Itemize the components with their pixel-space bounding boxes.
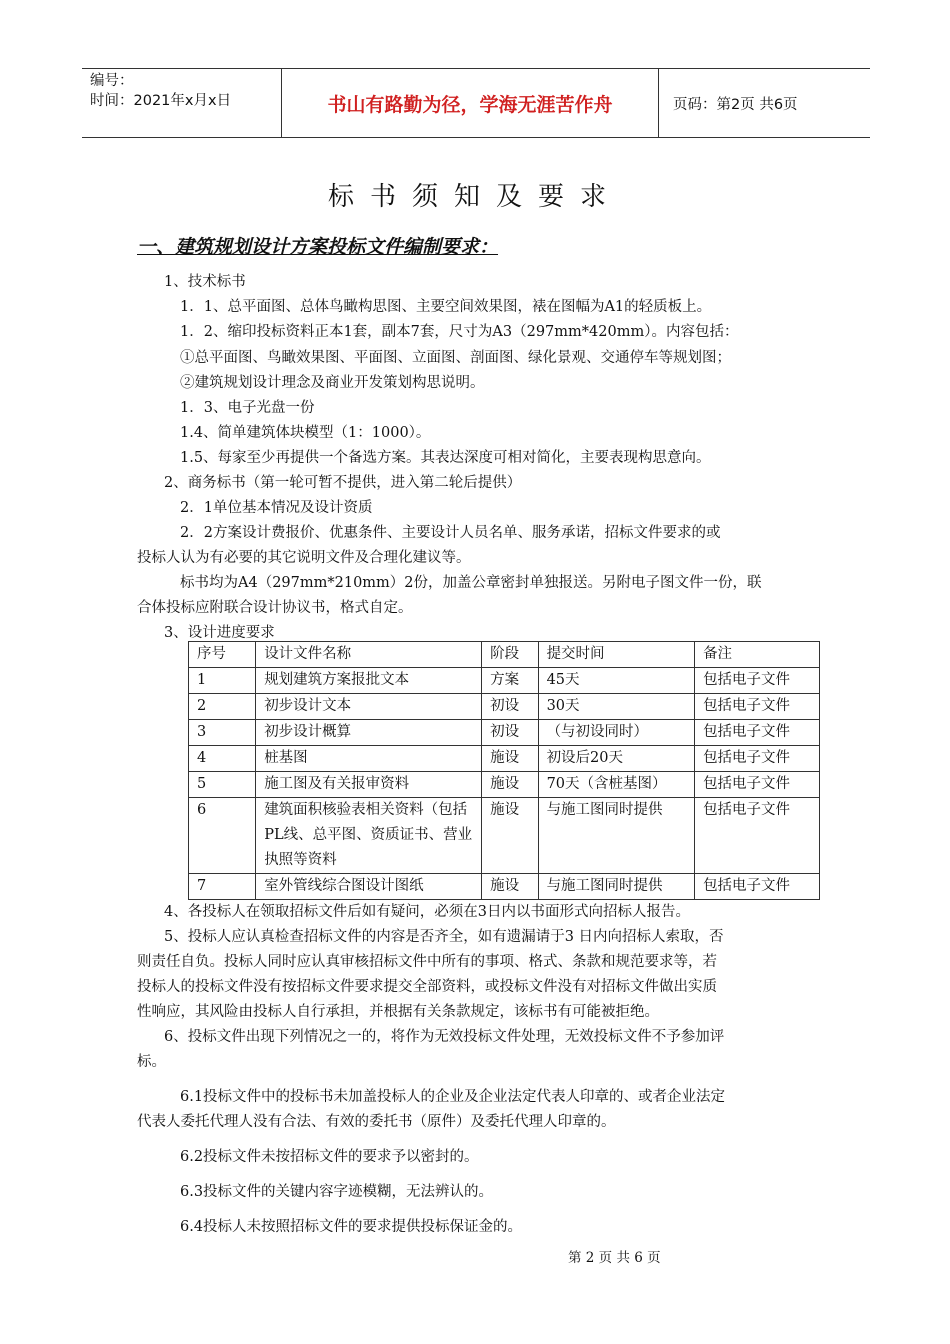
text-line: 1．3、电子光盘一份 [180,400,315,416]
text-line: ①总平面图、鸟瞰效果图、平面图、立面图、剖面图、绿化景观、交通停车等规划图； [180,350,731,366]
table-cell: 方案 [482,668,538,694]
table-header-row [189,642,820,668]
text-line: 6.3投标文件的关键内容字迹模糊，无法辨认的。 [180,1184,494,1200]
table-cell: 6 [189,798,256,874]
text-line: 投标人认为有必要的其它说明文件及合理化建议等。 [137,550,471,566]
table-cell: 7 [189,874,256,900]
table-cell: 包括电子文件 [695,772,820,798]
schedule-table [188,641,820,900]
document-title: 标书须知及要求 [327,182,622,212]
table-cell: （与初设同时） [538,720,695,746]
table-cell: 包括电子文件 [695,694,820,720]
text-line: 1.5、每家至少再提供一个备选方案。其表达深度可相对简化，主要表现构思意向。 [180,450,711,466]
table-cell: 3 [189,720,256,746]
table-cell: 室外管线综合图设计图纸 [256,874,482,900]
table-cell: 建筑面积核验表相关资料（包括PL线、总平图、资质证书、营业执照等资料 [256,798,482,874]
text-line: 6.4投标人未按照招标文件的要求提供投标保证金的。 [180,1219,523,1235]
table-cell: 包括电子文件 [695,746,820,772]
table-cell: 1 [189,668,256,694]
table-row [189,720,820,746]
table-header-cell: 序号 [189,642,256,668]
table-header-cell: 设计文件名称 [256,642,482,668]
table-cell: 初设后20天 [538,746,695,772]
table-header-cell: 阶段 [482,642,538,668]
table-cell: 施工图及有关报审资料 [256,772,482,798]
table-cell: 施设 [482,772,538,798]
number-label: 编号： [90,73,134,89]
motto: 书山有路勤为径，学海无涯苦作舟 [282,69,659,137]
table-cell: 与施工图同时提供 [538,874,695,900]
table-cell: 施设 [482,798,538,874]
text-line: 投标人的投标文件没有按招标文件要求提交全部资料，或投标文件没有对招标文件做出实质 [137,979,717,995]
text-line: 3、设计进度要求 [164,625,275,641]
text-line: 代表人委托代理人没有合法、有效的委托书（原件）及委托代理人印章的。 [137,1114,616,1130]
text-line: 4、各投标人在领取招标文件后如有疑问，必须在3日内以书面形式向招标人报告。 [164,904,690,920]
page-info: 页码：第2页 共6页 [673,96,798,113]
table-cell: 与施工图同时提供 [538,798,695,874]
table-cell: 30天 [538,694,695,720]
text-line: 6.1投标文件中的投标书未加盖投标人的企业及企业法定代表人印章的、或者企业法定 [180,1089,726,1105]
table-cell: 包括电子文件 [695,874,820,900]
text-line: 标书均为A4（297mm*210mm）2份，加盖公章密封单独报送。另附电子图文件一份，联 [180,575,762,591]
table-cell: 包括电子文件 [695,720,820,746]
time-label: 时间：2021年x月x日 [90,93,232,109]
table-cell: 45天 [538,668,695,694]
text-line: 则责任自负。投标人同时应认真审核招标文件中所有的事项、格式、条款和规范要求等，若 [137,954,717,970]
table-cell: 2 [189,694,256,720]
table-cell: 施设 [482,746,538,772]
table-row [189,668,820,694]
table-cell: 初设 [482,694,538,720]
table-cell: 4 [189,746,256,772]
text-line: 1、技术标书 [164,274,246,290]
text-line: 1．2、缩印投标资料正本1套，副本7套，尺寸为A3（297mm*420mm）。内容包括： [180,324,739,340]
table-cell: 初设 [482,720,538,746]
table-cell: 包括电子文件 [695,668,820,694]
table-cell: 规划建筑方案报批文本 [256,668,482,694]
table-row [189,798,820,874]
table-row [189,772,820,798]
text-line: 5、投标人应认真检查招标文件的内容是否齐全，如有遗漏请于3 日内向招标人索取，否 [164,929,724,945]
text-line: 2．2方案设计费报价、优惠条件、主要设计人员名单、服务承诺，招标文件要求的或 [180,525,721,541]
table-cell: 5 [189,772,256,798]
text-line: ②建筑规划设计理念及商业开发策划构思说明。 [180,375,485,391]
table-row [189,874,820,900]
text-line: 6.2投标文件未按招标文件的要求予以密封的。 [180,1149,479,1165]
table-cell: 桩基图 [256,746,482,772]
table-header-cell: 备注 [695,642,820,668]
page-footer: 第 2 页 共 6 页 [568,1250,661,1266]
table-cell: 包括电子文件 [695,798,820,874]
page-header [82,68,870,138]
table-row [189,746,820,772]
text-line: 1．1、总平面图、总体鸟瞰构思图、主要空间效果图，裱在图幅为A1的轻质板上。 [180,299,712,315]
text-line: 2、商务标书（第一轮可暂不提供，进入第二轮后提供） [164,475,522,491]
text-line: 性响应，其风险由投标人自行承担，并根据有关条款规定，该标书有可能被拒绝。 [137,1004,659,1020]
table-cell: 初步设计概算 [256,720,482,746]
table-cell: 施设 [482,874,538,900]
text-line: 2．1单位基本情况及设计资质 [180,500,373,516]
text-line: 标。 [137,1054,166,1070]
header-meta [82,69,282,137]
text-line: 1.4、简单建筑体块模型（1：1000）。 [180,425,431,441]
table-cell: 70天（含桩基图） [538,772,695,798]
table-header-cell: 提交时间 [538,642,695,668]
text-line: 合体投标应附联合设计协议书，格式自定。 [137,600,413,616]
section-heading: 一、建筑规划设计方案投标文件编制要求： [137,236,499,258]
table-cell: 初步设计文本 [256,694,482,720]
text-line: 6、投标文件出现下列情况之一的，将作为无效投标文件处理，无效投标文件不予参加评 [164,1029,725,1045]
table-row [189,694,820,720]
